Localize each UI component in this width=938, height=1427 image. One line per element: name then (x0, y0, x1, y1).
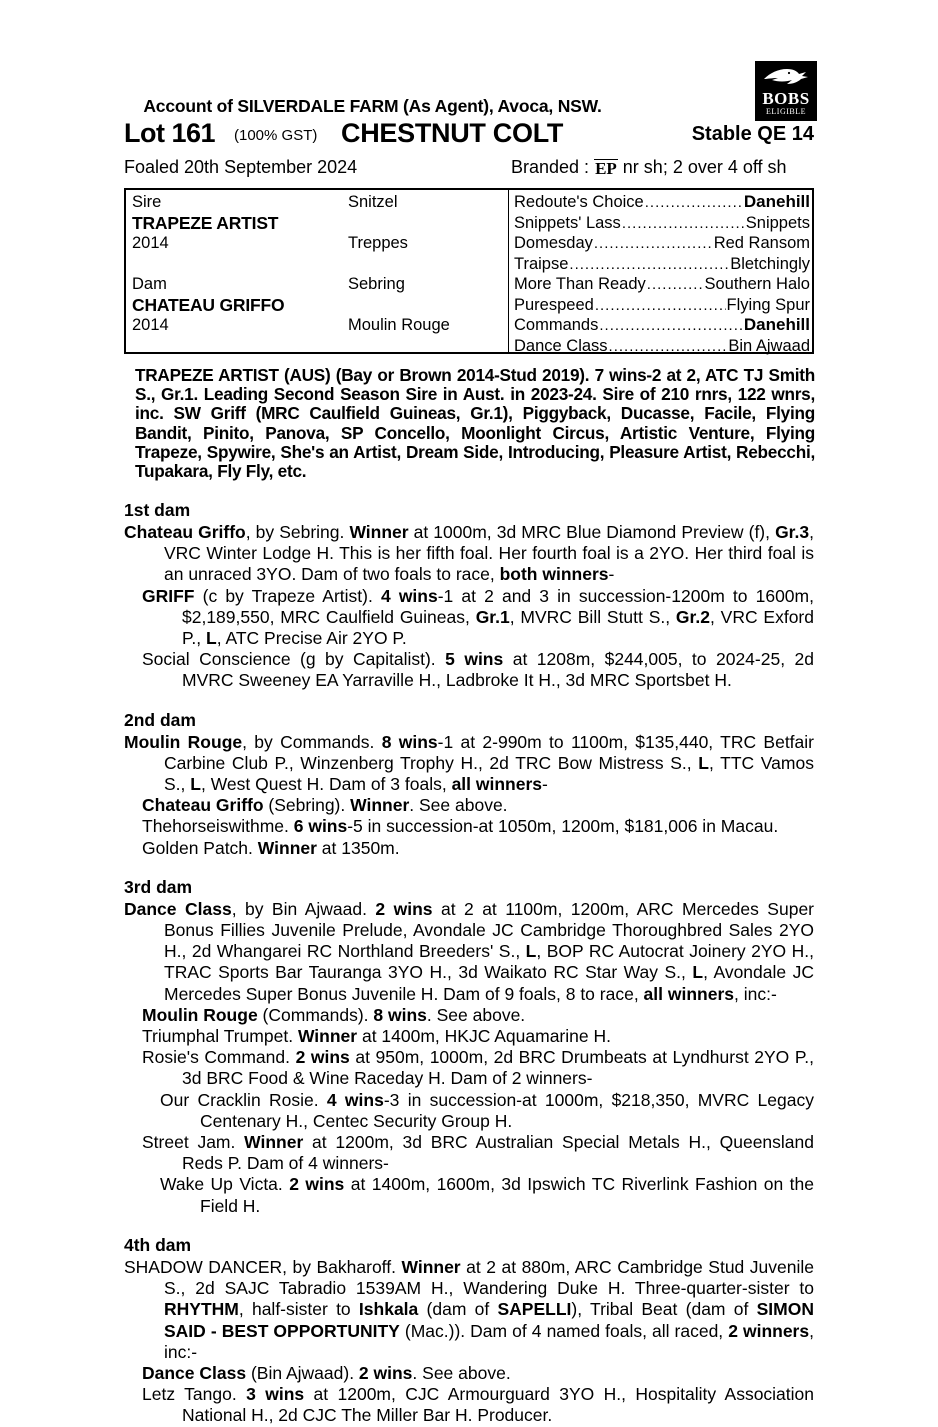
great-grandparent-sire: Danehill (743, 192, 810, 211)
pedigree-entry: Golden Patch. Winner at 1350m. (142, 837, 400, 858)
great-grandparent-name: More Than Ready (514, 275, 646, 293)
pedigree-parent-name: CHATEAU GRIFFO (132, 294, 285, 315)
great-grandparent-name: Domesday (514, 234, 593, 252)
branded-label: Branded : (511, 157, 595, 177)
great-grandparent-name: Traipse (514, 254, 569, 273)
great-grandparent-sire: Snippets (745, 213, 810, 232)
stable-label: Stable QE 14 (691, 123, 814, 145)
great-grandparent-sire: Southern Halo (704, 275, 810, 293)
dam-section (124, 499, 814, 692)
bobs-eligible-logo (755, 61, 817, 121)
great-grandparent-sire: Danehill (743, 315, 810, 334)
leader-dots (609, 337, 728, 358)
great-grandparent-name: Purespeed (514, 295, 594, 314)
pedigree-entry: Our Cracklin Rosie. 4 wins-3 in succession-at 1000m, $218,350, MVRC Legacy Centenary H., Centec Security Group H. (160, 1089, 814, 1131)
leader-dots (622, 214, 745, 235)
pedigree-grandparent: Snitzel (348, 193, 398, 211)
pedigree-column-grandparents (348, 192, 506, 356)
great-grandparent-sire: Bin Ajwaad (728, 336, 810, 355)
branded-info (511, 157, 787, 178)
dam-heading: 2nd dam (124, 709, 196, 730)
great-grandparent-name: Snippets' Lass (514, 213, 621, 232)
pedigree-column-great-grandparents (514, 192, 810, 356)
lot-number: Lot 161 (124, 118, 216, 148)
pedigree-entry: Moulin Rouge (Commands). 8 wins. See above. (142, 1004, 526, 1025)
pedigree-entry: Dance Class (Bin Ajwaad). 2 wins. See above. (142, 1362, 511, 1383)
gst-note: (100% GST) (234, 127, 318, 144)
dam-section (124, 709, 814, 859)
pedigree-grandparent: Sebring (348, 275, 405, 293)
bobs-eligible-label: ELIGIBLE (766, 107, 806, 116)
foaled-date: Foaled 20th September 2024 (124, 157, 358, 177)
pedigree-great-grandparent-row (514, 192, 810, 213)
pedigree-grandparent: Moulin Rouge (348, 316, 450, 334)
dam-sections (124, 499, 814, 1427)
pedigree-entry: Triumphal Trumpet. Winner at 1400m, HKJC Aquamarine H. (142, 1026, 611, 1047)
leader-dots (599, 316, 743, 337)
pedigree-parent-meta: 2014 (132, 316, 169, 334)
pedigree-entry: SHADOW DANCER, by Bakharoff. Winner at 2 at 880m, ARC Cambridge Stud Juvenile S., 2d SAJC Tabradio 1539AM H., Wandering Duke H. Three-quarter-sister to RHYTHM, half-sister to Ishkala (dam of SAPELLI), Tribal Beat (dam of SIMON SAID - BEST OPPORTUNITY (Mac.)). Dam of 4 named foals, all raced, 2 winners, inc:- (124, 1256, 815, 1362)
great-grandparent-sire: Red Ransom (713, 234, 810, 252)
pedigree-grandparent: Treppes (348, 234, 408, 252)
great-grandparent-name: Redoute's Choice (514, 193, 644, 211)
leader-dots (645, 193, 743, 214)
dam-heading: 3rd dam (124, 876, 193, 897)
account-line: Account of SILVERDALE FARM (As Agent), Avoca, NSW. (143, 96, 602, 116)
pedigree-parent-name: TRAPEZE ARTIST (132, 212, 279, 233)
pedigree-table (124, 188, 814, 354)
bobs-wordmark: BOBS (762, 89, 810, 108)
great-grandparent-name: Commands (514, 316, 599, 334)
foaled-branded-row (124, 157, 814, 181)
pedigree-parent-meta: Dam (132, 275, 167, 293)
great-grandparent-sire: Bletchingly (730, 254, 810, 273)
pedigree-column-parents (132, 192, 347, 356)
branded-detail: nr sh; 2 over 4 off sh (617, 157, 787, 177)
pedigree-entry: Street Jam. Winner at 1200m, 3d BRC Australian Special Metals H., Queensland Reds P. Dam of 4 winners- (142, 1132, 814, 1174)
pedigree-entry: Letz Tango. 3 wins at 1200m, CJC Armourguard 3YO H., Hospitality Association National H., 2d CJC The Miller Bar H. Producer. (142, 1384, 815, 1426)
leader-dots (569, 255, 729, 276)
leader-dots (594, 234, 713, 255)
pedigree-great-grandparent-row (514, 295, 810, 316)
dam-heading: 1st dam (124, 500, 191, 520)
pedigree-column-divider (508, 190, 509, 352)
horse-head-icon-svg (762, 66, 810, 88)
pedigree-entry: Moulin Rouge, by Commands. 8 wins-1 at 2-990m to 1100m, $135,440, TRC Betfair Carbine Club P., Winzenberg Trophy H., 2d TRC Bow Mistress S., L, TTC Vamos S., L, West Quest H. Dam of 3 foals, all winners- (124, 731, 814, 795)
pedigree-great-grandparent-row (514, 336, 810, 357)
leader-dots (595, 296, 726, 317)
pedigree-entry: GRIFF (c by Trapeze Artist). 4 wins-1 at 2 and 3 in succession-1200m to 1600m, $2,189,550, MRC Caulfield Guineas, Gr.1, MVRC Bill Stutt S., Gr.2, VRC Exford P., L, ATC Precise Air 2YO P. (142, 585, 814, 649)
dam-section (124, 876, 814, 1217)
pedigree-great-grandparent-row (514, 213, 810, 234)
pedigree-great-grandparent-row (514, 254, 810, 275)
horse-head-icon (755, 61, 817, 90)
brand-mark: EP (595, 159, 617, 178)
pedigree-great-grandparent-row (514, 274, 810, 295)
dam-section (124, 1234, 814, 1427)
pedigree-parent-meta: Sire (132, 193, 162, 211)
pedigree-entry: Thehorseiswithme. 6 wins-5 in succession-at 1050m, 1200m, $181,006 in Macau. (142, 816, 779, 837)
pedigree-entry: Wake Up Victa. 2 wins at 1400m, 1600m, 3d Ipswich TC Riverlink Fashion on the Field H. (160, 1174, 814, 1216)
pedigree-entry: Social Conscience (g by Capitalist). 5 wins at 1208m, $244,005, to 2024-25, 2d MVRC Sweeney EA Yarraville H., Ladbroke It H., 3d MRC Sportsbet H. (142, 649, 815, 691)
pedigree-great-grandparent-row (514, 233, 810, 254)
great-grandparent-sire: Flying Spur (726, 295, 810, 314)
pedigree-parent-meta: 2014 (132, 234, 169, 252)
great-grandparent-name: Dance Class (514, 336, 608, 355)
lot-title-row (124, 119, 814, 151)
pedigree-entry: Chateau Griffo (Sebring). Winner. See above. (142, 795, 508, 816)
leader-dots (647, 275, 704, 296)
pedigree-entry: Rosie's Command. 2 wins at 950m, 1000m, 2d BRC Drumbeats at Lyndhurst 2YO P., 3d BRC Food & Wine Raceday H. Dam of 2 winners- (142, 1047, 814, 1089)
pedigree-entry: Chateau Griffo, by Sebring. Winner at 1000m, 3d MRC Blue Diamond Preview (f), Gr.3, VRC Winter Lodge H. This is her fifth foal. Her fourth foal is a 2YO. Her third foal is an unraced 3YO. Dam of two foals to race, both winners- (124, 522, 814, 585)
dam-heading: 4th dam (124, 1234, 192, 1255)
colour-and-sex: CHESTNUT COLT (341, 118, 564, 148)
pedigree-entry: Dance Class, by Bin Ajwaad. 2 wins at 2 at 1100m, 1200m, ARC Mercedes Super Bonus Fillies Juvenile Prelude, Avondale JC Cambridge Thoroughbred Sales 2YO H., 2d Whangarei RC Northland Breeders' S., L, BOP RC Autocrat Joinery 2YO H., TRAC Sports Bar Tauranga 3YO H., 3d Waikato RC Star Way S., L, Avondale JC Mercedes Super Bonus Juvenile H. Dam of 9 foals, 8 to race, all winners, inc:- (124, 898, 814, 1004)
pedigree-great-grandparent-row (514, 315, 810, 336)
sire-summary-paragraph: TRAPEZE ARTIST (AUS) (Bay or Brown 2014-Stud 2019). 7 wins-2 at 2, ATC TJ Smith S., Gr.1. Leading Second Season Sire in Aust. in 2023-24. Sire of 210 rnrs, 122 wnrs, inc. SW Griff (MRC Caulfield Guineas, Gr.1), Piggyback, Ducasse, Facile, Flying Bandit, Pinito, Panova, SP Concello, Moonlight Circus, Artistic Venture, Flying Trapeze, Spywire, She's an Artist, Dream Side, Introducing, Pleasure Artist, Rebecchi, Tupakara, Fly Fly, etc. (135, 365, 815, 482)
